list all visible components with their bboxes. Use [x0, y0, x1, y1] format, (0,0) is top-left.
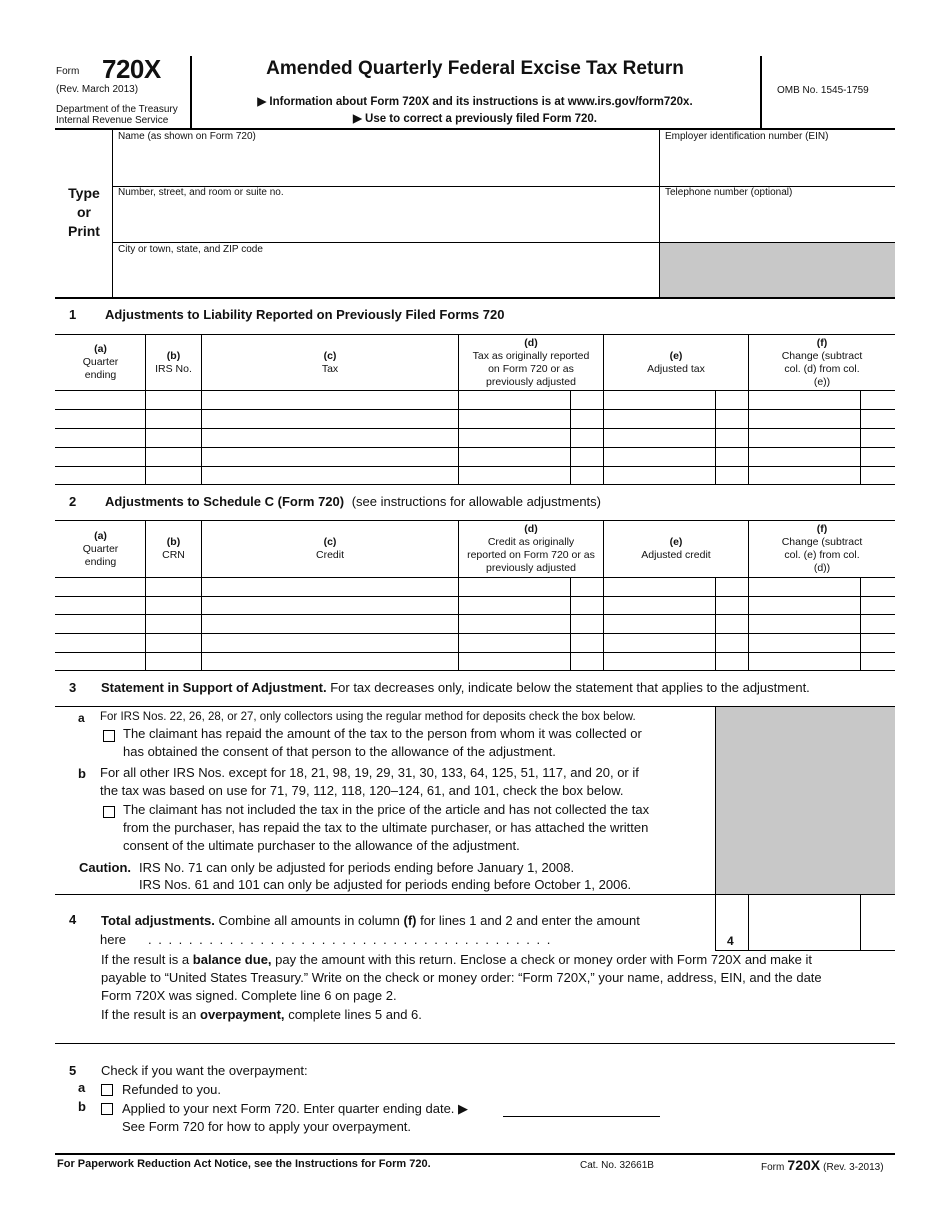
line-number: 1 [69, 307, 77, 322]
balance-due-text: If the result is a balance due, pay the amount with this return. Enclose a check or money order with Form 720X and make it payable to “United States Treasury.” Write on the check or money order: “Form 720X,” your name, address, EIN, and the date Form 720X was signed. Complete line 6 on page 2. [101, 952, 822, 1003]
city-label: City or town, state, and ZIP code [118, 244, 263, 255]
agency-line: Internal Revenue Service [56, 115, 169, 126]
city-field[interactable] [114, 262, 654, 294]
line-4-text: Total adjustments. Combine all amounts in column (f) for lines 1 and 2 and enter the amount [101, 913, 640, 928]
overpayment-text: If the result is an overpayment, complete lines 5 and 6. [101, 1007, 422, 1022]
ein-field[interactable] [661, 150, 891, 182]
phone-field[interactable] [661, 206, 891, 238]
column-header-e: (e) Adjusted credit [641, 536, 711, 561]
checkbox-apply-next[interactable] [101, 1103, 113, 1115]
column-header-a: (a) Quarter ending [82, 529, 119, 568]
street-label: Number, street, and room or suite no. [118, 187, 284, 198]
column-header-b: (b) IRS No. [155, 349, 192, 375]
line-number: 5 [69, 1063, 77, 1078]
shaded-area [660, 243, 895, 297]
use-line: ▶ Use to correct a previously filed Form 720. [352, 113, 598, 125]
apply-next-label: Applied to your next Form 720. Enter quarter ending date. ▶ [122, 1101, 469, 1116]
column-header-a: (a) Quarter ending [82, 343, 119, 381]
phone-label: Telephone number (optional) [665, 187, 793, 198]
column-header-c: (c) Credit [315, 536, 344, 561]
column-header-e: (e) Adjusted tax [647, 349, 705, 375]
name-label: Name (as shown on Form 720) [118, 131, 256, 142]
total-adjustments-amount[interactable] [750, 898, 858, 946]
line-1-title: Adjustments to Liability Reported on Previously Filed Forms 720 [105, 307, 505, 322]
line-5-title: Check if you want the overpayment: [101, 1063, 308, 1078]
form-title: Amended Quarterly Federal Excise Tax Return [266, 58, 684, 79]
caution-line-2: IRS Nos. 61 and 101 can only be adjusted for periods ending before October 1, 2006. [139, 877, 632, 892]
footer-form-id: Form 720X (Rev. 3-2013) [761, 1157, 884, 1173]
form-revision: (Rev. March 2013) [56, 84, 139, 95]
department-line: Department of the Treasury [56, 104, 178, 115]
type-or-print-label: Type or Print [68, 185, 100, 239]
caution-line-1: IRS No. 71 can only be adjusted for periods ending before January 1, 2008. [139, 860, 575, 875]
caution-label: Caution. [79, 860, 131, 875]
street-field[interactable] [114, 206, 654, 238]
item-letter: a [78, 711, 85, 725]
line-3a-intro: For IRS Nos. 22, 26, 28, or 27, only collectors using the regular method for deposits check the box below. [100, 711, 636, 723]
line-3b-intro: For all other IRS Nos. except for 18, 21, 98, 19, 29, 31, 30, 133, 64, 125, 51, 117, and 20, or if the tax was based on use for 71, 79, 112, 118, 120–124, 61, and 101, check the box below. [100, 765, 639, 798]
line-number: 3 [69, 680, 77, 695]
form-word: Form [56, 66, 80, 77]
item-letter: b [78, 766, 86, 781]
checkbox-refund[interactable] [101, 1084, 113, 1096]
shaded-area [716, 707, 895, 894]
name-field[interactable] [114, 150, 654, 182]
checkbox-3a[interactable] [103, 730, 115, 742]
quarter-ending-date-field[interactable] [503, 1099, 660, 1117]
column-header-b: (b) CRN [162, 536, 185, 561]
column-header-f: (f) Change (subtract col. (d) from col. (e)) [781, 336, 863, 388]
leader-dots: . . . . . . . . . . . . . . . . . . . . . . . . . . . . . . . . . . . . . . . . [148, 932, 552, 947]
line-3a-statement: The claimant has repaid the amount of the tax to the person from whom it was collected or has obtained the consent of that person to the allowance of the adjustment. [123, 726, 642, 759]
line-3b-statement: The claimant has not included the tax in the price of the article and has not collected the tax from the purchaser, has repaid the tax to the ultimate purchaser, or has attached the written consent of the ultimate purchaser to the allowance of the adjustment. [123, 802, 650, 853]
line-number: 4 [69, 912, 77, 927]
column-header-f: (f) Change (subtract col. (e) from col. (d)) [781, 523, 863, 574]
refund-label: Refunded to you. [122, 1082, 222, 1097]
catalog-number: Cat. No. 32661B [580, 1160, 654, 1171]
checkbox-3b[interactable] [103, 806, 115, 818]
column-header-d: (d) Tax as originally reported on Form 720 or as previously adjusted [472, 336, 590, 388]
line-2-title: Adjustments to Schedule C (Form 720) (see instructions for allowable adjustments) [105, 494, 601, 509]
ein-label: Employer identification number (EIN) [665, 131, 829, 142]
column-header-c: (c) Tax [321, 349, 339, 375]
line-4-here: here [100, 932, 127, 947]
item-letter: b [78, 1099, 86, 1114]
form-number: 720X [102, 54, 161, 84]
omb-number: OMB No. 1545-1759 [777, 85, 869, 96]
apply-note: See Form 720 for how to apply your overpayment. [122, 1119, 412, 1134]
column-header-d: (d) Credit as originally reported on Form 720 or as previously adjusted [467, 523, 595, 574]
line-3-title: Statement in Support of Adjustment. For tax decreases only, indicate below the statement that applies to the adjustment. [101, 680, 810, 695]
item-letter: a [78, 1080, 86, 1095]
line-number: 2 [69, 494, 77, 509]
paperwork-notice: For Paperwork Reduction Act Notice, see the Instructions for Form 720. [57, 1158, 431, 1170]
line-4-box-label: 4 [727, 934, 734, 948]
info-line: ▶ Information about Form 720X and its instructions is at www.irs.gov/form720x. [257, 96, 693, 108]
